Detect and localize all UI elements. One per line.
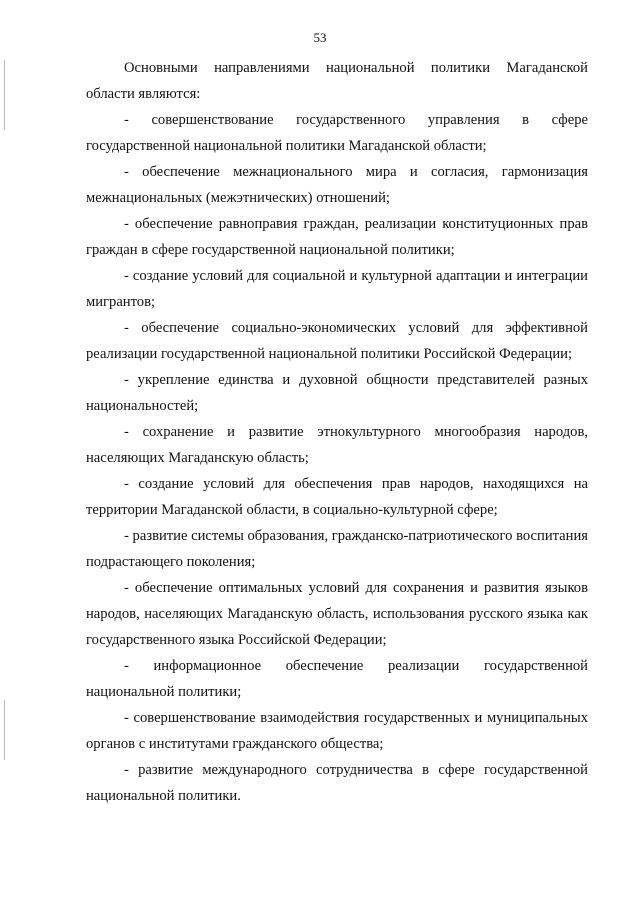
scan-edge-mark-top [4, 60, 5, 130]
list-item: - создание условий для обеспечения прав народов, находящихся на территории Магаданской области, в социально-культурной сфере; [86, 476, 588, 518]
page-number: 53 [313, 30, 327, 45]
list-item: - укрепление единства и духовной общности представителей разных национальностей; [86, 372, 588, 414]
list-item: - обеспечение межнационального мира и согласия, гармонизация межнациональных (межэтнических) отношений; [86, 164, 588, 206]
list-item: - сохранение и развитие этнокультурного многообразия народов, населяющих Магаданскую область; [86, 424, 588, 466]
list-item: - создание условий для социальной и культурной адаптации и интеграции мигрантов; [86, 268, 588, 310]
list-item: - развитие системы образования, гражданско-патриотического воспитания подрастающего поколения; [86, 528, 588, 570]
scan-edge-mark-bottom [4, 700, 5, 760]
list-item: - совершенствование государственного управления в сфере государственной национальной политики Магаданской области; [86, 112, 588, 154]
list-item: - обеспечение социально-экономических условий для эффективной реализации государственной национальной политики Российской Федерации; [86, 320, 588, 362]
directions-list [86, 107, 588, 809]
list-item: - обеспечение равноправия граждан, реализации конституционных прав граждан в сфере государственной национальной политики; [86, 216, 588, 258]
list-item: - совершенствование взаимодействия государственных и муниципальных органов с институтами гражданского общества; [86, 710, 588, 752]
list-item: - обеспечение оптимальных условий для сохранения и развития языков народов, населяющих Магаданскую область, использования русского языка как государственного языка Российской Федерации; [86, 580, 588, 648]
document-body [86, 55, 588, 809]
list-item: - информационное обеспечение реализации государственной национальной политики; [86, 658, 588, 700]
list-item: - развитие международного сотрудничества в сфере государственной национальной политики. [86, 762, 588, 804]
intro-paragraph: Основными направлениями национальной политики Магаданской области являются: [86, 60, 588, 102]
